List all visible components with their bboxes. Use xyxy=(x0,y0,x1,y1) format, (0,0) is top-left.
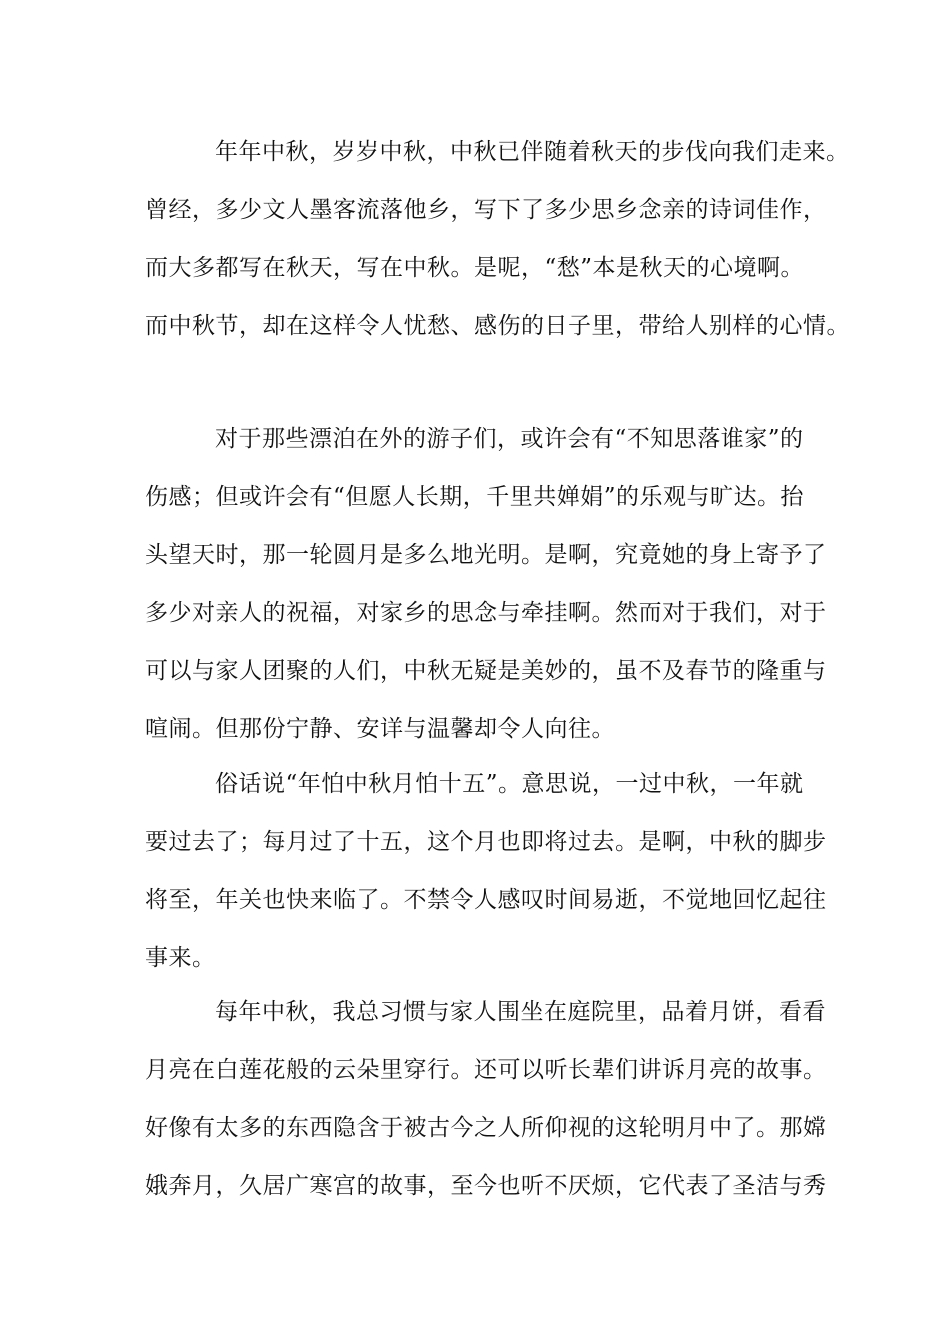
paragraph-2-line-2: 伤感；但或许会有“但愿人长期，千里共婵娟”的乐观与旷达。抬 xyxy=(145,484,805,510)
paragraph-1-line-1: 年年中秋，岁岁中秋，中秋已伴随着秋天的步伐向我们走来。 xyxy=(215,139,850,165)
paragraph-3-line-2: 要过去了；每月过了十五，这个月也即将过去。是啊，中秋的脚步 xyxy=(145,829,827,855)
paragraph-4-line-1: 每年中秋，我总习惯与家人围坐在庭院里，品着月饼，看看 xyxy=(215,999,826,1025)
paragraph-2-line-6: 喧闹。但那份宁静、安详与温馨却令人向往。 xyxy=(145,716,615,742)
paragraph-3-line-4: 事来。 xyxy=(145,945,216,971)
paragraph-2-line-1: 对于那些漂泊在外的游子们，或许会有“不知思落谁家”的 xyxy=(215,426,804,452)
paragraph-2-line-4: 多少对亲人的祝福，对家乡的思念与牵挂啊。然而对于我们，对于 xyxy=(145,600,827,626)
paragraph-4-line-2: 月亮在白莲花般的云朵里穿行。还可以听长辈们讲诉月亮的故事。 xyxy=(145,1057,827,1083)
paragraph-1-line-2: 曾经，多少文人墨客流落他乡，写下了多少思乡念亲的诗词佳作， xyxy=(145,197,827,223)
paragraph-4-line-4: 娥奔月，久居广寒宫的故事，至今也听不厌烦，它代表了圣洁与秀 xyxy=(145,1173,827,1199)
paragraph-4-line-3: 好像有太多的东西隐含于被古今之人所仰视的这轮明月中了。那嫦 xyxy=(145,1115,827,1141)
paragraph-2-line-3: 头望天时，那一轮圆月是多么地光明。是啊，究竟她的身上寄予了 xyxy=(145,542,827,568)
paragraph-3-line-1: 俗话说“年怕中秋月怕十五”。意思说，一过中秋，一年就 xyxy=(215,771,804,797)
paragraph-2-line-5: 可以与家人团聚的人们，中秋无疑是美妙的，虽不及春节的隆重与 xyxy=(145,658,827,684)
paragraph-1-line-4: 而中秋节，却在这样令人忧愁、感伤的日子里，带给人别样的心情。 xyxy=(145,313,850,339)
paragraph-3-line-3: 将至，年关也快来临了。不禁令人感叹时间易逝，不觉地回忆起往 xyxy=(145,887,827,913)
paragraph-1-line-3: 而大多都写在秋天，写在中秋。是呢，“愁”本是秋天的心境啊。 xyxy=(145,255,805,281)
